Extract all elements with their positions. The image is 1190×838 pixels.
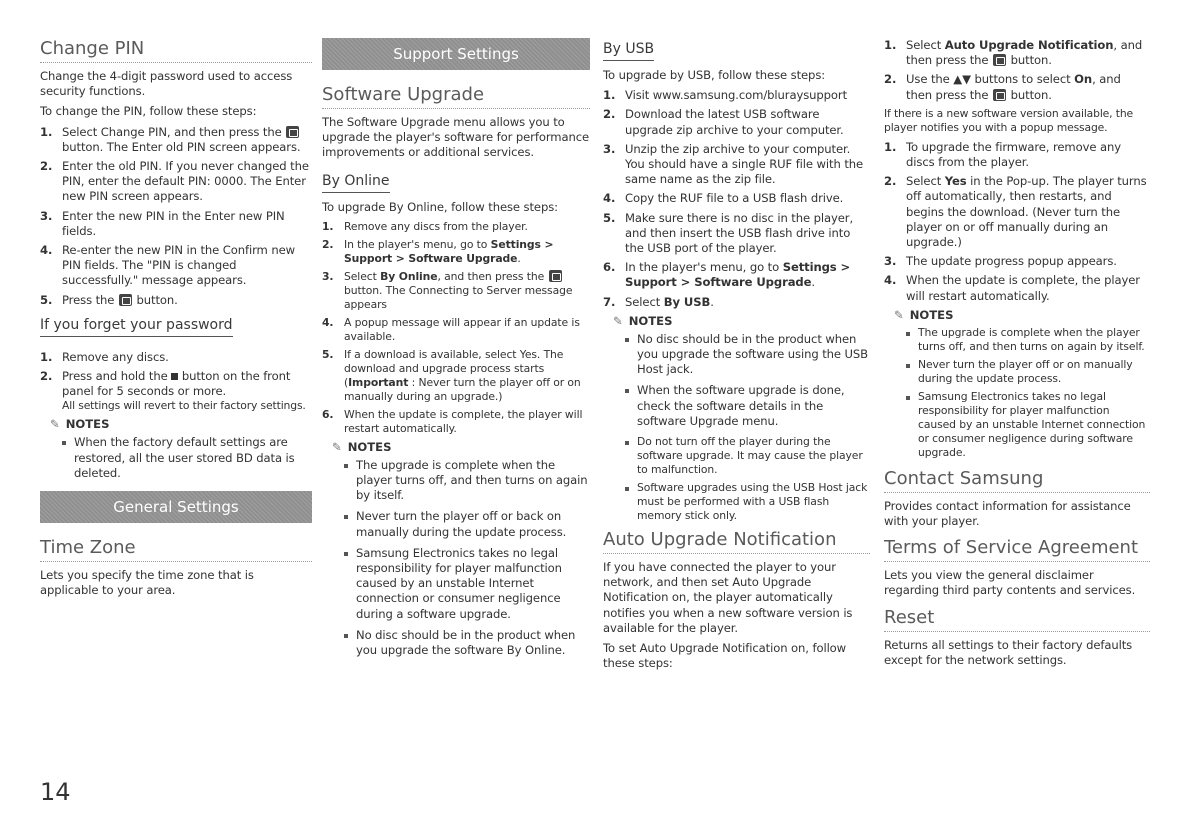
- list-item: 1. Remove any discs from the player.: [322, 219, 528, 233]
- support-settings-banner: Support Settings: [322, 38, 590, 70]
- list-item: Software upgrades using the USB Host jack must be performed with a USB flash memory stick only.: [625, 481, 870, 523]
- firmware-upgrade-steps: [884, 140, 1150, 304]
- list-item: 5. If a download is available, select Yes. The download and upgrade process starts (Important : Never turn the player off or on manually during an upgrade.): [322, 347, 581, 403]
- by-online-steps: [322, 220, 590, 436]
- enter-key-icon: [549, 270, 562, 282]
- list-item: 2. Select Yes in the Pop-up. The player turns off automatically, then restarts, and begins the download. (Never turn the player on or off manually during an upgrade.): [884, 174, 1147, 250]
- by-online-heading: By Online: [322, 172, 390, 193]
- column-2: [322, 38, 590, 664]
- list-item: When the software upgrade is done, check the software details in the software Upgrade menu.: [625, 383, 870, 429]
- reset-body: Returns all settings to their factory defaults except for the network settings.: [884, 637, 1133, 667]
- list-item: 1. Select Change PIN, and then press the button. The Enter old PIN screen appears.: [40, 124, 301, 154]
- change-pin-instructions: To change the PIN, follow these steps:: [40, 104, 257, 119]
- list-item: 1. Select Auto Upgrade Notification, and then press the button.: [884, 38, 1143, 68]
- notes-heading: ✎ NOTES: [332, 439, 392, 454]
- up-down-arrow-icon: ▲▼: [953, 72, 971, 87]
- terms-body: Lets you view the general disclaimer regarding third party contents and services.: [884, 568, 1136, 598]
- by-usb-heading: By USB: [603, 40, 654, 61]
- page-number: 14: [40, 778, 71, 806]
- time-zone-body: Lets you specify the time zone that is applicable to your area.: [40, 568, 254, 598]
- list-item: 1. Remove any discs.: [40, 349, 169, 364]
- pencil-icon: ✎: [613, 313, 623, 328]
- list-item: 1. Visit www.samsung.com/bluraysupport: [603, 88, 848, 103]
- list-item: No disc should be in the product when you upgrade the software By Online.: [344, 628, 590, 658]
- enter-key-icon: [286, 126, 299, 138]
- list-item: Never turn the player off or back on manually during the update process.: [344, 509, 590, 539]
- notes-heading: ✎ NOTES: [613, 313, 673, 328]
- list-item: 4. When the update is complete, the player will restart automatically.: [884, 273, 1140, 303]
- notes-list: [603, 332, 870, 523]
- list-item: 6. In the player's menu, go to Settings > Support > Software Upgrade.: [603, 260, 851, 290]
- column-1: [40, 38, 312, 603]
- list-item: 2. Download the latest USB software upgrade zip archive to your computer.: [603, 107, 844, 137]
- list-item: 4. A popup message will appear if an update is available.: [322, 315, 580, 343]
- list-item: 2. Press and hold the button on the front panel for 5 seconds or more. All settings will revert to their factory settings.: [40, 369, 312, 413]
- list-item: Do not turn off the player during the software upgrade. It may cause the player to malfunction.: [625, 435, 870, 477]
- list-item: 3. Select By Online, and then press the button. The Connecting to Server message appears: [322, 269, 573, 311]
- list-item: Samsung Electronics takes no legal responsibility for player malfunction caused by an unstable Internet connection or consumer negligence during a software upgrade.: [344, 546, 590, 622]
- list-item: The upgrade is complete when the player turns off, and then turns on again by itself.: [344, 458, 590, 504]
- contact-samsung-heading: Contact Samsung: [884, 468, 1150, 493]
- list-item: 3. Enter the new PIN in the Enter new PIN fields.: [40, 208, 285, 238]
- stop-button-icon: [171, 373, 178, 380]
- change-pin-heading: Change PIN: [40, 38, 312, 63]
- list-item: 5. Press the button.: [40, 292, 178, 307]
- list-item: 2. Enter the old PIN. If you never changed the PIN, enter the default PIN: 0000. The Enter new PIN screen appears.: [40, 159, 309, 204]
- pencil-icon: ✎: [894, 307, 904, 322]
- list-item: 3. The update progress popup appears.: [884, 254, 1117, 269]
- list-item: 3. Unzip the zip archive to your computer. You should have a single RUF file with the same name as the zip file.: [603, 141, 864, 187]
- terms-heading: Terms of Service Agreement: [884, 537, 1150, 562]
- auto-upgrade-steps: [884, 38, 1150, 103]
- notes-list: [40, 435, 312, 481]
- notes-heading: ✎ NOTES: [50, 417, 110, 432]
- forget-password-heading: If you forget your password: [40, 316, 233, 337]
- enter-key-icon: [993, 89, 1006, 101]
- list-item: 4. Re-enter the new PIN in the Confirm new PIN fields. The "PIN is changed successfully." message appears.: [40, 243, 296, 288]
- list-item: 2. Use the ▲▼ buttons to select On, and then press the button.: [884, 72, 1121, 102]
- notes-heading: ✎ NOTES: [894, 307, 954, 322]
- list-item: 7. Select By USB.: [603, 294, 714, 309]
- column-3: [603, 38, 870, 676]
- pencil-icon: ✎: [332, 439, 342, 454]
- by-usb-steps: [603, 88, 870, 310]
- list-item: 5. Make sure there is no disc in the player, and then insert the USB flash drive into the USB port of the player.: [603, 210, 854, 256]
- change-pin-intro: Change the 4-digit password used to access security functions.: [40, 69, 293, 99]
- general-settings-banner: General Settings: [40, 491, 312, 523]
- list-item: Never turn the player off or on manually during the update process.: [906, 358, 1150, 386]
- auto-upgrade-body: If you have connected the player to your network, and then set Auto Upgrade Notification on, the player automatically notifies you when a new software version is available for the player.: [603, 560, 853, 635]
- notes-list: [322, 458, 590, 658]
- by-usb-instructions: To upgrade by USB, follow these steps:: [603, 68, 826, 82]
- reset-note: All settings will revert to their factory settings.: [62, 399, 306, 413]
- list-item: No disc should be in the product when you upgrade the software using the USB Host jack.: [625, 332, 870, 378]
- auto-upgrade-instructions: To set Auto Upgrade Notification on, follow these steps:: [603, 641, 847, 671]
- enter-key-icon: [993, 54, 1006, 66]
- enter-key-icon: [119, 294, 132, 306]
- pencil-icon: ✎: [50, 417, 60, 432]
- list-item: When the factory default settings are restored, all the user stored BD data is deleted.: [62, 435, 312, 481]
- list-item: Samsung Electronics takes no legal responsibility for player malfunction caused by an unstable Internet connection or consumer negligence during software upgrade.: [906, 390, 1150, 460]
- list-item: 2. In the player's menu, go to Settings > Support > Software Upgrade.: [322, 237, 554, 265]
- software-upgrade-heading: Software Upgrade: [322, 84, 590, 109]
- reset-heading: Reset: [884, 607, 1150, 632]
- column-4: [884, 38, 1150, 673]
- forget-password-steps: [40, 350, 312, 414]
- list-item: The upgrade is complete when the player turns off, and then turns on again by itself.: [906, 326, 1150, 354]
- auto-upgrade-heading: Auto Upgrade Notification: [603, 529, 870, 554]
- list-item: 1. To upgrade the firmware, remove any discs from the player.: [884, 139, 1122, 170]
- auto-upgrade-info: If there is a new software version available, the player notifies you with a popup message.: [884, 106, 1134, 134]
- by-online-instructions: To upgrade By Online, follow these steps:: [322, 199, 558, 214]
- change-pin-steps: [40, 125, 312, 308]
- contact-samsung-body: Provides contact information for assistance with your player.: [884, 498, 1131, 529]
- software-upgrade-body: The Software Upgrade menu allows you to upgrade the player's software for performance improvements or additional services.: [322, 115, 590, 160]
- list-item: 6. When the update is complete, the player will restart automatically.: [322, 407, 583, 435]
- time-zone-heading: Time Zone: [40, 537, 312, 562]
- notes-list: [884, 326, 1150, 460]
- list-item: 4. Copy the RUF file to a USB flash drive.: [603, 191, 844, 206]
